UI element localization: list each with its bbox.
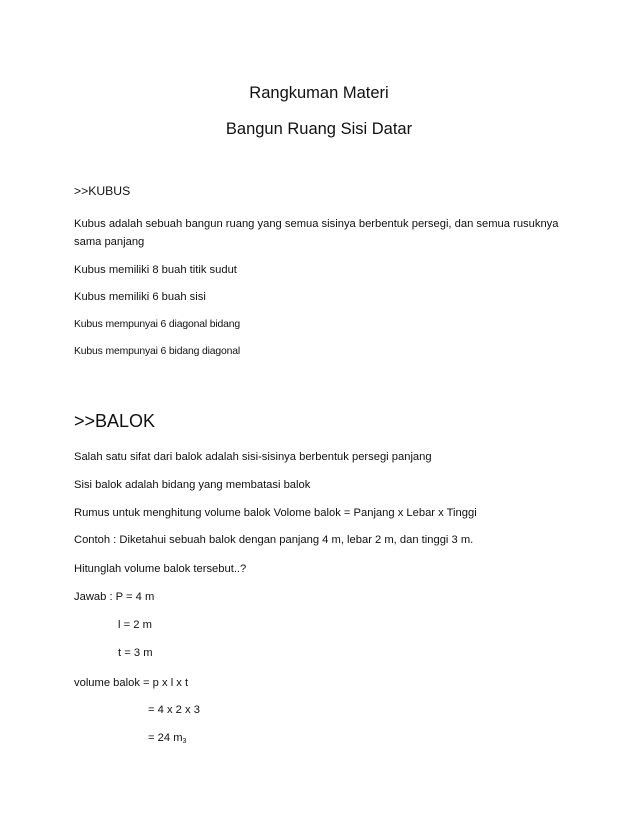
volume-unit-subscript: 3 xyxy=(182,738,187,745)
answer-p-line: Jawab : P = 4 m xyxy=(74,591,155,603)
balok-formula-line: Rumus untuk menghitung volume balok Volome balok = Panjang x Lebar x Tinggi xyxy=(74,507,477,519)
balok-property-line: Salah satu sifat dari balok adalah sisi-sisinya berbentuk persegi panjang xyxy=(74,451,432,463)
kubus-fact-diagonal-planes: Kubus mempunyai 6 bidang diagonal xyxy=(74,346,241,357)
answer-l-line: l = 2 m xyxy=(118,619,152,631)
document-title: Rangkuman Materi xyxy=(249,84,389,102)
volume-formula-line: volume balok = p x l x t xyxy=(74,677,189,689)
balok-question-line: Hitunglah volume balok tersebut..? xyxy=(74,563,247,575)
volume-step-line: = 4 x 2 x 3 xyxy=(148,704,200,716)
document-subtitle: Bangun Ruang Sisi Datar xyxy=(225,120,413,138)
kubus-fact-face-diagonals: Kubus mempunyai 6 diagonal bidang xyxy=(74,319,241,330)
kubus-definition-line-2: sama panjang xyxy=(74,236,145,248)
balok-heading: >>BALOK xyxy=(74,411,156,431)
balok-example-line: Contoh : Diketahui sebuah balok dengan panjang 4 m, lebar 2 m, dan tinggi 3 m. xyxy=(74,534,474,546)
kubus-definition-line-1: Kubus adalah sebuah bangun ruang yang semua sisinya berbentuk persegi, dan semua rusuknya xyxy=(74,218,559,230)
kubus-fact-faces: Kubus memiliki 6 buah sisi xyxy=(74,291,206,303)
answer-t-line: t = 3 m xyxy=(118,647,153,659)
kubus-heading: >>KUBUS xyxy=(74,184,131,198)
volume-result-line xyxy=(148,733,186,745)
kubus-fact-vertices: Kubus memiliki 8 buah titik sudut xyxy=(74,264,237,276)
volume-result-text: = 24 m xyxy=(148,732,183,744)
balok-face-line: Sisi balok adalah bidang yang membatasi balok xyxy=(74,479,311,491)
